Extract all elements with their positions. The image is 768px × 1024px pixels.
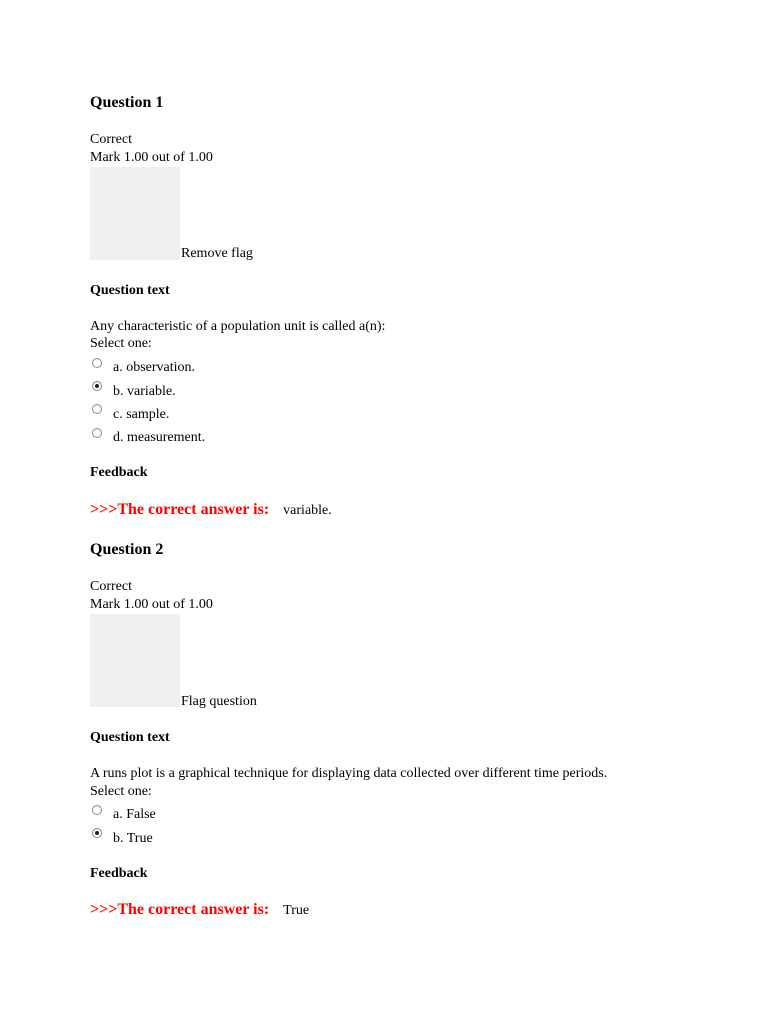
option-label-a[interactable]: a. observation.	[113, 360, 196, 375]
option-label-a[interactable]: a. False	[113, 807, 156, 822]
question-text: A runs plot is a graphical technique for displaying data collected over different time periods.	[90, 766, 608, 781]
option-label-c[interactable]: c. sample.	[113, 407, 170, 422]
feedback-label: >>>The correct answer is:	[90, 901, 270, 918]
question-text-heading: Question text	[90, 283, 170, 298]
question-mark: Mark 1.00 out of 1.00	[90, 597, 213, 612]
flag-icon[interactable]	[90, 614, 180, 707]
feedback-answer: variable.	[283, 503, 332, 518]
feedback	[90, 901, 309, 919]
question-status: Correct	[90, 579, 132, 594]
select-prompt: Select one:	[90, 336, 152, 351]
feedback-heading: Feedback	[90, 465, 148, 480]
remove-flag-link[interactable]: Remove flag	[181, 246, 253, 261]
flag-icon[interactable]	[90, 167, 180, 260]
option-label-d[interactable]: d. measurement.	[113, 430, 206, 445]
feedback-label: >>>The correct answer is:	[90, 501, 270, 518]
option-label-b[interactable]: b. True	[113, 831, 153, 846]
radio-option-a[interactable]	[92, 358, 102, 368]
question-title: Question 2	[90, 541, 164, 558]
feedback-heading: Feedback	[90, 866, 148, 881]
radio-option-b[interactable]	[92, 381, 102, 391]
radio-option-a[interactable]	[92, 805, 102, 815]
radio-option-b[interactable]	[92, 828, 102, 838]
question-title: Question 1	[90, 94, 164, 111]
feedback	[90, 501, 332, 519]
feedback-answer: True	[283, 903, 310, 918]
question-status: Correct	[90, 132, 132, 147]
select-prompt: Select one:	[90, 784, 152, 799]
question-mark: Mark 1.00 out of 1.00	[90, 150, 213, 165]
question-text: Any characteristic of a population unit is called a(n):	[90, 319, 386, 334]
option-label-b[interactable]: b. variable.	[113, 384, 176, 399]
radio-option-d[interactable]	[92, 428, 102, 438]
radio-option-c[interactable]	[92, 404, 102, 414]
question-text-heading: Question text	[90, 730, 170, 745]
flag-question-link[interactable]: Flag question	[181, 694, 257, 709]
